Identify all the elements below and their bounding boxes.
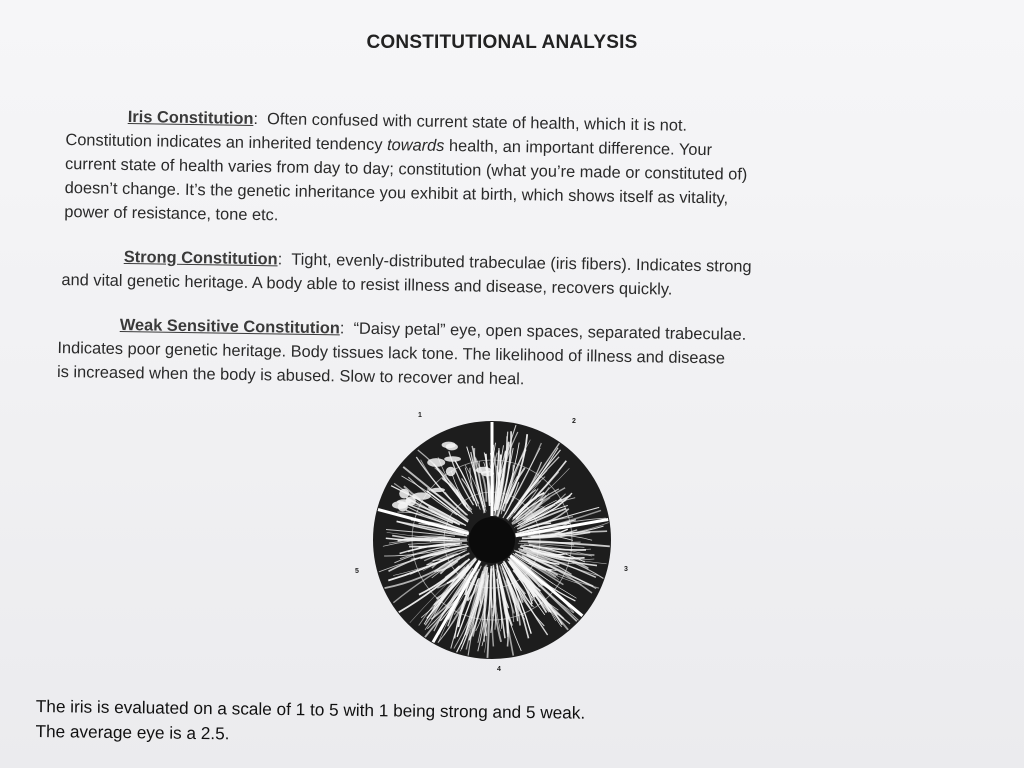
- page-title: CONSTITUTIONAL ANALYSIS: [366, 32, 638, 53]
- strong-constitution-paragraph: [61, 244, 946, 306]
- segment-label-1: 1: [418, 412, 422, 419]
- para-line: Weak Sensitive Constitution: “Daisy petal” eye, open spaces, separated trabeculae.: [119, 315, 747, 344]
- strong-constitution-heading: Strong Constitution: [123, 247, 278, 269]
- pupil: [469, 517, 515, 563]
- para-line: and vital genetic heritage. A body able to resist illness and disease, recovers quickly.: [61, 270, 673, 299]
- para-line: Strong Constitution: Tight, evenly-distributed trabeculae (iris fibers). Indicates strong: [123, 247, 752, 276]
- para-line: doesn’t change. It’s the genetic inheritance you exhibit at birth, which shows itself as vitality,: [64, 178, 729, 208]
- average-line: The average eye is a 2.5.: [35, 720, 230, 744]
- para-line: is increased when the body is abused. Slow to recover and heal.: [56, 362, 525, 389]
- iris-lacuna: [399, 489, 409, 499]
- segment-label-2: 2: [572, 418, 576, 425]
- scale-line: The iris is evaluated on a scale of 1 to 5 with 1 being strong and 5 weak.: [35, 695, 586, 723]
- iris-illustration: [367, 418, 627, 668]
- iris-lacuna: [406, 497, 416, 506]
- weak-constitution-heading: Weak Sensitive Constitution: [119, 315, 341, 338]
- para-line: Constitution indicates an inherited tendency towards health, an important difference. Your: [65, 130, 713, 160]
- para-line: current state of health varies from day to day; constitution (what you’re made or constituted of): [64, 154, 748, 184]
- segment-label-5: 5: [355, 568, 359, 575]
- scale-note: [35, 694, 936, 755]
- segment-label-4: 4: [497, 666, 501, 673]
- iris-diagram: [355, 408, 635, 680]
- para-line: Indicates poor genetic heritage. Body tissues lack tone. The likelihood of illness and disease: [57, 338, 726, 368]
- iris-constitution-heading: Iris Constitution: [127, 107, 254, 128]
- iris-lacuna: [442, 442, 456, 449]
- para-line: power of resistance, tone etc.: [64, 202, 279, 225]
- segment-label-3: 3: [624, 566, 628, 573]
- iris-lacuna: [427, 458, 445, 467]
- para-line: Iris Constitution: Often confused with current state of health, which it is not.: [127, 107, 688, 135]
- weak-constitution-paragraph: [57, 312, 946, 398]
- iris-lacuna: [431, 488, 445, 492]
- iris-constitution-paragraph: [64, 104, 950, 238]
- iris-lacuna: [444, 456, 461, 462]
